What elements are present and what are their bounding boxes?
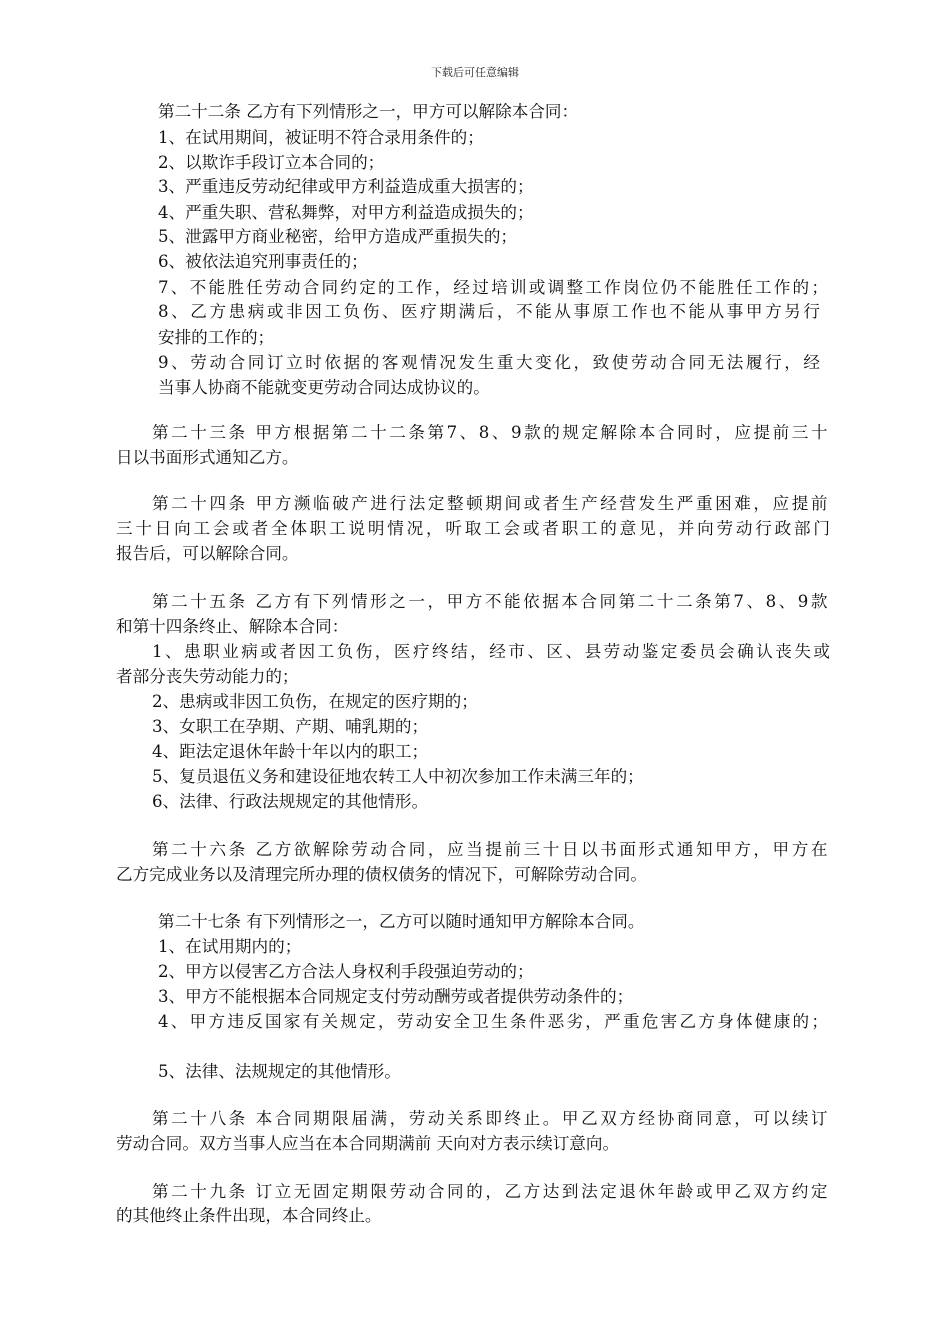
article-25-line-2: 和第十四条终止、解除本合同： [116, 617, 349, 636]
article-22-item-6: 6、被依法追究刑事责任的； [158, 252, 368, 271]
article-25-item-1-cont: 者部分丧失劳动能力的； [116, 667, 299, 686]
article-25-item-6: 6、法律、行政法规规定的其他情形。 [152, 792, 429, 811]
article-22-item-5: 5、泄露甲方商业秘密，给甲方造成严重损失的； [158, 227, 518, 246]
article-27-item-4: 4、甲方违反国家有关规定，劳动安全卫生条件恶劣，严重危害乙方身体健康的； [158, 1012, 831, 1031]
article-24-line-3: 报告后，可以解除合同。 [116, 544, 299, 563]
article-24-line-2: 三十日向工会或者全体职工说明情况，听取工会或者职工的意见，并向劳动行政部门 [116, 519, 833, 538]
article-25-line-1: 第二十五条 乙方有下列情形之一，甲方不能依据本合同第二十二条第7、8、9款 [152, 592, 830, 611]
article-25-item-5: 5、复员退伍义务和建设征地农转工人中初次参加工作未满三年的； [152, 767, 644, 786]
article-23-line-2: 日以书面形式通知乙方。 [116, 448, 299, 467]
article-25-item-4: 4、距法定退休年龄十年以内的职工； [152, 742, 429, 761]
article-27-item-1: 1、在试用期内的； [158, 937, 302, 956]
article-26-line-1: 第二十六条 乙方欲解除劳动合同，应当提前三十日以书面形式通知甲方，甲方在 [152, 840, 830, 859]
article-22-item-1: 1、在试用期间，被证明不符合录用条件的； [158, 128, 484, 147]
article-22-item-9-cont: 当事人协商不能就变更劳动合同达成协议的。 [158, 378, 490, 397]
article-28-line-1: 第二十八条 本合同期限届满，劳动关系即终止。甲乙双方经协商同意，可以续订 [152, 1109, 830, 1128]
article-26-line-2: 乙方完成业务以及清理完所办理的债权债务的情况下，可解除劳动合同。 [116, 865, 647, 884]
article-22-item-4: 4、严重失职、营私舞弊，对甲方利益造成损失的； [158, 203, 534, 222]
article-29-line-1: 第二十九条 订立无固定期限劳动合同的，乙方达到法定退休年龄或甲乙双方约定 [152, 1182, 830, 1201]
article-22-item-7: 7、不能胜任劳动合同约定的工作，经过培训或调整工作岗位仍不能胜任工作的； [158, 278, 831, 297]
article-27-heading: 第二十七条 有下列情形之一，乙方可以随时通知甲方解除本合同。 [158, 912, 645, 931]
article-22-item-8-cont: 安排的工作的； [158, 328, 275, 347]
article-29-line-2: 的其他终止条件出现，本合同终止。 [116, 1206, 382, 1225]
article-22-item-2: 2、以欺诈手段订立本合同的； [158, 153, 385, 172]
article-22-item-9: 9、劳动合同订立时依据的客观情况发生重大变化，致使劳动合同无法履行，经 [158, 353, 823, 372]
article-22-heading: 第二十二条 乙方有下列情形之一，甲方可以解除本合同： [158, 102, 579, 121]
article-25-item-3: 3、女职工在孕期、产期、哺乳期的； [152, 717, 429, 736]
article-27-item-2: 2、甲方以侵害乙方合法人身权利手段强迫劳动的； [158, 962, 534, 981]
article-25-item-1: 1、患职业病或者因工负伤，医疗终结，经市、区、县劳动鉴定委员会确认丧失或 [152, 642, 833, 661]
article-24-line-1: 第二十四条 甲方濒临破产进行法定整顿期间或者生产经营发生严重困难，应提前 [152, 494, 830, 513]
article-22-item-8: 8、乙方患病或非因工负伤、医疗期满后，不能从事原工作也不能从事甲方另行 [158, 302, 823, 321]
article-22-item-3: 3、严重违反劳动纪律或甲方利益造成重大损害的； [158, 177, 534, 196]
article-28-line-2: 劳动合同。双方当事人应当在本合同期满前 天向对方表示续订意向。 [116, 1134, 620, 1153]
page-header: 下载后可任意编辑 [431, 66, 519, 79]
article-27-item-3: 3、甲方不能根据本合同规定支付劳动酬劳或者提供劳动条件的； [158, 987, 634, 1006]
article-25-item-2: 2、患病或非因工负伤，在规定的医疗期的； [152, 692, 478, 711]
article-27-item-5: 5、法律、法规规定的其他情形。 [158, 1062, 401, 1081]
article-23-line-1: 第二十三条 甲方根据第二十二条第7、8、9款的规定解除本合同时，应提前三十 [152, 423, 830, 442]
